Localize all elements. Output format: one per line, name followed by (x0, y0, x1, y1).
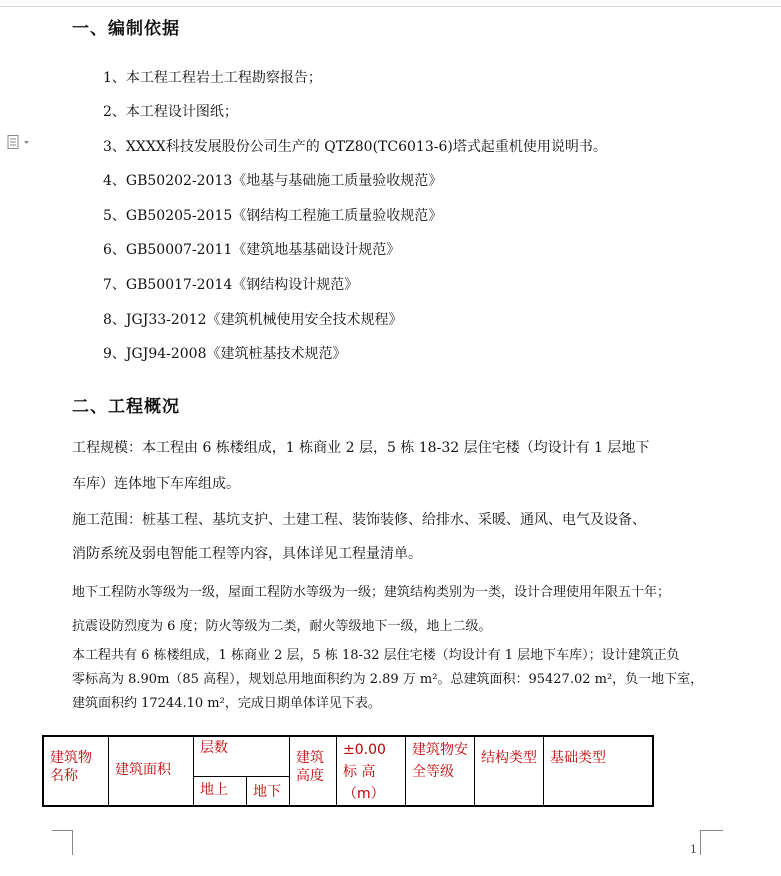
elevation-unit: （m） (343, 786, 385, 802)
fire-line: 抗震设防烈度为 6 度；防火等级为二类，耐火等级地下一级，地上二级。 (72, 619, 492, 634)
header-floors: 层数 (194, 736, 290, 776)
scope-line-2: 消防系统及弱电智能工程等内容，具体详见工程量清单。 (72, 546, 422, 562)
basis-item-1: 1、本工程工程岩土工程勘察报告； (103, 70, 322, 86)
section2-heading: 二、工程概况 (72, 397, 180, 417)
buildings-table (42, 735, 654, 807)
header-floors-above: 地上 (194, 776, 247, 806)
scale-line-1: 工程规模：本工程由 6 栋楼组成，1 栋商业 2 层，5 栋 18-32 层住宅楼（均设计有 1 层地下 (72, 440, 650, 456)
header-structure-type: 结构类型 (475, 736, 544, 806)
header-foundation-type: 基础类型 (544, 736, 654, 806)
header-elevation (337, 736, 406, 806)
document-options-icon[interactable] (7, 135, 33, 149)
elevation-zero: ±0.00 (343, 742, 386, 758)
scale-line-2: 车库）连体地下车库组成。 (72, 476, 240, 492)
header-building-height: 建筑高度 (290, 736, 337, 806)
basis-item-8: 8、JGJ33-2012《建筑机械使用安全技术规程》 (103, 312, 403, 328)
margin-mark-left (52, 830, 73, 855)
elevation-label: 标 高 (343, 764, 376, 780)
basis-item-3: 3、XXXX科技发展股份公司生产的 QTZ80(TC6013-6)塔式起重机使用说明书。 (103, 139, 607, 155)
header-safety-grade: 建筑物安全等级 (406, 736, 475, 806)
basis-item-2: 2、本工程设计图纸； (103, 104, 238, 120)
basis-item-4: 4、GB50202-2013《地基与基础施工质量验收规范》 (103, 173, 443, 189)
basis-item-5: 5、GB50205-2015《钢结构工程施工质量验收规范》 (103, 208, 443, 224)
page-top-edge (0, 6, 781, 7)
summary-line-2: 零标高为 8.90m（85 高程），规划总用地面积约为 2.89 万 m²。总建筑面积：95427.02 m²，负一地下室， (72, 672, 704, 687)
page-number: 1 (690, 843, 697, 856)
grade-line: 地下工程防水等级为一级，屋面工程防水等级为一级；建筑结构类别为一类，设计合理使用年限五十年； (72, 585, 671, 600)
basis-item-6: 6、GB50007-2011《建筑地基基础设计规范》 (103, 242, 401, 258)
summary-line-3: 建筑面积约 17244.10 m²，完成日期单体详见下表。 (72, 696, 381, 711)
margin-mark-right (700, 830, 723, 855)
basis-item-7: 7、GB50017-2014《钢结构设计规范》 (103, 277, 359, 293)
header-building-name: 建筑物名称 (43, 736, 109, 806)
scope-line-1: 施工范围：桩基工程、基坑支护、土建工程、装饰装修、给排水、采暖、通风、电气及设备、 (72, 512, 646, 528)
summary-line-1: 本工程共有 6 栋楼组成，1 栋商业 2 层，5 栋 18-32 层住宅楼（均设计有 1 层地下车库）；设计建筑正负 (72, 648, 680, 663)
section1-heading: 一、编制依据 (72, 19, 180, 39)
basis-item-9: 9、JGJ94-2008《建筑桩基技术规范》 (103, 346, 347, 362)
header-floors-below: 地下 (247, 776, 290, 806)
header-building-area: 建筑面积 (109, 736, 194, 806)
